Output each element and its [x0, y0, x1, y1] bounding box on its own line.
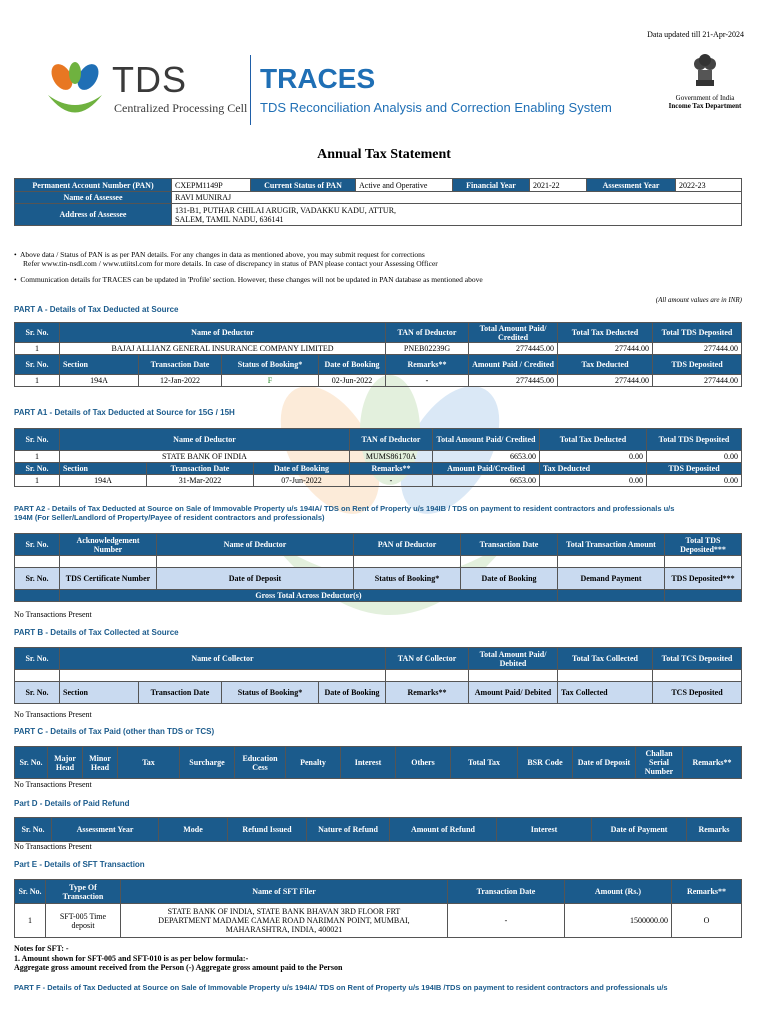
col-header: Major Head — [48, 747, 83, 779]
col-header: Interest — [497, 818, 592, 842]
col-header: Section — [60, 463, 147, 475]
sft-notes — [14, 944, 342, 973]
col-header: Type Of Transaction — [46, 880, 121, 904]
col-header: Total Amount Paid/ Debited — [469, 648, 558, 670]
col-header: Minor Head — [83, 747, 118, 779]
col-header: TDS Deposited*** — [665, 568, 742, 590]
col-header: Amount Paid/Credited — [433, 463, 540, 475]
table-cell: 6653.00 — [433, 451, 540, 463]
part-c-empty: No Transactions Present — [14, 780, 92, 789]
col-header: Others — [396, 747, 451, 779]
col-header: Challan Serial Number — [636, 747, 683, 779]
col-header: Refund Issued — [228, 818, 307, 842]
col-header: Remarks** — [683, 747, 742, 779]
tds-logo — [40, 55, 248, 125]
col-header: Date of Payment — [592, 818, 687, 842]
table-cell: MUMS86170A — [350, 451, 433, 463]
name-label: Name of Assessee — [15, 192, 172, 204]
data-updated-text: Data updated till 21-Apr-2024 — [647, 30, 744, 39]
part-d-title: Part D - Details of Paid Refund — [14, 799, 130, 808]
address-label: Address of Assessee — [15, 204, 172, 226]
col-header: Section — [60, 682, 139, 704]
table-cell: 02-Jun-2022 — [319, 375, 386, 387]
col-header: Total Tax Collected — [558, 648, 653, 670]
table-cell: - — [350, 475, 433, 487]
table-cell: 6653.00 — [433, 475, 540, 487]
table-cell: STATE BANK OF INDIA — [60, 451, 350, 463]
col-header: Name of Deductor — [157, 534, 354, 556]
table-cell: 194A — [60, 475, 147, 487]
note-2: Communication details for TRACES can be updated in 'Profile' section. However, these changes will not be updated in PAN database as mentioned above — [20, 275, 483, 284]
col-header: Date of Booking — [254, 463, 350, 475]
table-cell: O — [672, 904, 742, 938]
col-header: Name of Deductor — [60, 429, 350, 451]
ay-label: Assessment Year — [587, 179, 676, 192]
col-header: Total TDS Deposited*** — [665, 534, 742, 556]
table-cell: 277444.00 — [558, 343, 653, 355]
income-tax-dept-text: Income Tax Department — [668, 102, 742, 110]
col-header: Transaction Date — [461, 534, 558, 556]
table-cell: 277444.00 — [558, 375, 653, 387]
col-header: Tax Deducted — [558, 355, 653, 375]
col-header: TAN of Collector — [386, 648, 469, 670]
table-cell: - — [386, 375, 469, 387]
col-header: TAN of Deductor — [350, 429, 433, 451]
col-header: Total Transaction Amount — [558, 534, 665, 556]
table-cell: 1500000.00 — [565, 904, 672, 938]
col-header: Date of Deposit — [573, 747, 636, 779]
table-cell: 277444.00 — [653, 375, 742, 387]
traces-title: TRACES — [260, 63, 376, 94]
pan-details-table — [14, 178, 742, 226]
col-header: Status of Booking* — [222, 682, 319, 704]
part-a2-table — [14, 533, 742, 602]
col-header: Amount Paid / Credited — [469, 355, 558, 375]
col-header: Remarks** — [386, 355, 469, 375]
table-cell: STATE BANK OF INDIA, STATE BANK BHAVAN 3RD FLOOR FRT DEPARTMENT MADAME CAMAE ROAD NARIMAN POINT, MUMBAI, MAHARASHTRA, INDIA, 400021 — [121, 904, 448, 938]
col-header: Status of Booking* — [354, 568, 461, 590]
col-header: Amount (Rs.) — [565, 880, 672, 904]
table-cell: 0.00 — [647, 475, 742, 487]
inr-note: (All amount values are in INR) — [655, 296, 742, 304]
address-line-2: SALEM, TAMIL NADU, 636141 — [175, 214, 284, 224]
table-cell: 1 — [15, 904, 46, 938]
col-header: TAN of Deductor — [386, 323, 469, 343]
col-header: PAN of Deductor — [354, 534, 461, 556]
part-d-empty: No Transactions Present — [14, 842, 92, 851]
col-header: Nature of Refund — [307, 818, 390, 842]
part-e-table — [14, 879, 742, 938]
col-header: Total Amount Paid/ Credited — [433, 429, 540, 451]
table-cell: 194A — [60, 375, 139, 387]
tds-logo-text: TDS — [112, 59, 187, 100]
note-1b: Refer www.tin-nsdl.com / www.utiitsl.com for more details. In case of discrepancy in status of PAN please contact your Assessing Officer — [23, 259, 438, 268]
ashoka-emblem-icon — [690, 50, 720, 92]
col-header: Remarks** — [672, 880, 742, 904]
col-header: Transaction Date — [139, 355, 222, 375]
col-header: Remarks** — [386, 682, 469, 704]
pan-status-label: Current Status of PAN — [251, 179, 356, 192]
fy-label: Financial Year — [453, 179, 530, 192]
col-header: Total Tax Deducted — [540, 429, 647, 451]
part-e-title: Part E - Details of SFT Transaction — [14, 860, 145, 869]
col-header: Name of Deductor — [60, 323, 386, 343]
part-a1-table — [14, 428, 742, 487]
part-a1-title: PART A1 - Details of Tax Deducted at Source for 15G / 15H — [14, 408, 235, 417]
table-cell: 0.00 — [540, 475, 647, 487]
col-header: TCS Deposited — [653, 682, 742, 704]
col-header: Date of Booking — [461, 568, 558, 590]
col-header: Total Tax — [451, 747, 518, 779]
header-divider — [250, 55, 251, 125]
col-header: Sr. No. — [15, 747, 48, 779]
pan-label: Permanent Account Number (PAN) — [15, 179, 172, 192]
address-value — [172, 204, 742, 226]
col-header: Sr. No. — [15, 323, 60, 343]
col-header: Name of SFT Filer — [121, 880, 448, 904]
table-cell: 0.00 — [647, 451, 742, 463]
table-cell: 277444.00 — [653, 343, 742, 355]
pan-notes: • Above data / Status of PAN is as per PAN details. For any changes in data as mentioned above, you may submit request for corrections Refer www.tin-nsdl.com / www.utiitsl.com for more details. In case of discrepancy in status of PAN please contact your Assessing Officer • Communication details for TRACES can be updated in 'Profile' section. However, these changes will not be updated in PAN database as mentioned above — [14, 250, 754, 284]
gross-total-label: Gross Total Across Deductor(s) — [60, 590, 558, 602]
part-b-title: PART B - Details of Tax Collected at Source — [14, 628, 179, 637]
col-header: Sr. No. — [15, 880, 46, 904]
table-cell: F — [222, 375, 319, 387]
col-header: Sr. No. — [15, 429, 60, 451]
address-line-1: 131-B1, PUTHAR CHILAI ARUGIR, VADAKKU KADU, ATTUR, — [175, 205, 397, 215]
table-cell: 07-Jun-2022 — [254, 475, 350, 487]
table-cell: 2774445.00 — [469, 375, 558, 387]
table-cell: 31-Mar-2022 — [147, 475, 254, 487]
table-cell: 1 — [15, 475, 60, 487]
table-cell: BAJAJ ALLIANZ GENERAL INSURANCE COMPANY LIMITED — [60, 343, 386, 355]
col-header: Tax Collected — [558, 682, 653, 704]
col-header: Status of Booking* — [222, 355, 319, 375]
part-d-table — [14, 817, 742, 842]
col-header: Assessment Year — [52, 818, 159, 842]
watermark-logo-icon — [250, 360, 530, 690]
sft-note-2: Aggregate gross amount received from the Person (-) Aggregate gross amount paid to the Person — [14, 963, 343, 972]
govt-emblem — [660, 50, 750, 120]
table-cell: SFT-005 Time deposit — [46, 904, 121, 938]
part-c-title: PART C - Details of Tax Paid (other than TDS or TCS) — [14, 727, 215, 736]
col-header: Sr. No. — [15, 568, 60, 590]
col-header: Acknowledgement Number — [60, 534, 157, 556]
col-header: Section — [60, 355, 139, 375]
table-cell: 1 — [15, 343, 60, 355]
col-header: Penalty — [286, 747, 341, 779]
col-header: TDS Deposited — [647, 463, 742, 475]
col-header: Amount of Refund — [390, 818, 497, 842]
col-header: Sr. No. — [15, 534, 60, 556]
page-title: Annual Tax Statement — [317, 147, 451, 162]
sft-note-0: Notes for SFT: - — [14, 944, 69, 953]
part-a-title: PART A - Details of Tax Deducted at Source — [14, 305, 179, 314]
part-a-table — [14, 322, 742, 387]
col-header: Name of Collector — [60, 648, 386, 670]
table-cell: - — [448, 904, 565, 938]
col-header: Total TCS Deposited — [653, 648, 742, 670]
part-b-empty: No Transactions Present — [14, 710, 92, 719]
tds-emblem-icon — [40, 55, 110, 125]
col-header: Demand Payment — [558, 568, 665, 590]
part-a2-title-2: 194M (For Seller/Landlord of Property/Payee of resident contractors and professionals) — [14, 513, 325, 522]
part-b-table — [14, 647, 742, 704]
col-header: Total TDS Deposited — [653, 323, 742, 343]
part-c-table — [14, 746, 742, 779]
part-f-title: PART F - Details of Tax Deducted at Source on Sale of Immovable Property u/s 194IA/ TDS on Rent of Property u/s 194IB /TDS on payment to resident contractors and professionals u/s — [14, 983, 668, 992]
col-header: Amount Paid/ Debited — [469, 682, 558, 704]
table-cell: 0.00 — [540, 451, 647, 463]
col-header: BSR Code — [518, 747, 573, 779]
gov-of-india-text: Government of India — [675, 94, 735, 102]
part-a2-empty: No Transactions Present — [14, 610, 92, 619]
col-header: Transaction Date — [139, 682, 222, 704]
col-header: Sr. No. — [15, 648, 60, 670]
ay-value: 2022-23 — [676, 179, 742, 192]
col-header: Remarks — [687, 818, 742, 842]
col-header: Sr. No. — [15, 463, 60, 475]
fy-value: 2021-22 — [530, 179, 587, 192]
table-cell: 1 — [15, 451, 60, 463]
table-cell: 1 — [15, 375, 60, 387]
col-header: Date of Booking — [319, 355, 386, 375]
col-header: Mode — [159, 818, 228, 842]
pan-status-value: Active and Operative — [356, 179, 453, 192]
col-header: Education Cess — [235, 747, 286, 779]
col-header: Total Tax Deducted — [558, 323, 653, 343]
col-header: Sr. No. — [15, 682, 60, 704]
table-cell: 12-Jan-2022 — [139, 375, 222, 387]
name-value: RAVI MUNIRAJ — [172, 192, 742, 204]
col-header: Total Amount Paid/ Credited — [469, 323, 558, 343]
col-header: Sr. No. — [15, 818, 52, 842]
col-header: Date of Booking — [319, 682, 386, 704]
col-header: Tax — [118, 747, 180, 779]
col-header: TDS Certificate Number — [60, 568, 157, 590]
col-header: Transaction Date — [448, 880, 565, 904]
sft-note-1: 1. Amount shown for SFT-005 and SFT-010 is as per below formula:- — [14, 953, 249, 963]
col-header: Surcharge — [180, 747, 235, 779]
pan-value: CXEPM1149P — [172, 179, 251, 192]
col-header: TDS Deposited — [653, 355, 742, 375]
table-cell: 2774445.00 — [469, 343, 558, 355]
col-header: Tax Deducted — [540, 463, 647, 475]
col-header: Interest — [341, 747, 396, 779]
traces-subtitle: TDS Reconciliation Analysis and Correction Enabling System — [260, 100, 612, 115]
col-header: Date of Deposit — [157, 568, 354, 590]
table-cell: PNEB02239G — [386, 343, 469, 355]
col-header: Transaction Date — [147, 463, 254, 475]
part-a2-title-1: PART A2 - Details of Tax Deducted at Source on Sale of Immovable Property u/s 194IA/ TDS on Rent of Property u/s 194IB / TDS on payment to resident contractors and professionals u/s — [14, 504, 675, 513]
tds-logo-subtitle: Centralized Processing Cell — [114, 101, 248, 115]
col-header: Total TDS Deposited — [647, 429, 742, 451]
col-header: Remarks** — [350, 463, 433, 475]
col-header: Sr. No. — [15, 355, 60, 375]
note-1a: Above data / Status of PAN is as per PAN details. For any changes in data as mentioned above, you may submit request for corrections — [19, 250, 425, 259]
